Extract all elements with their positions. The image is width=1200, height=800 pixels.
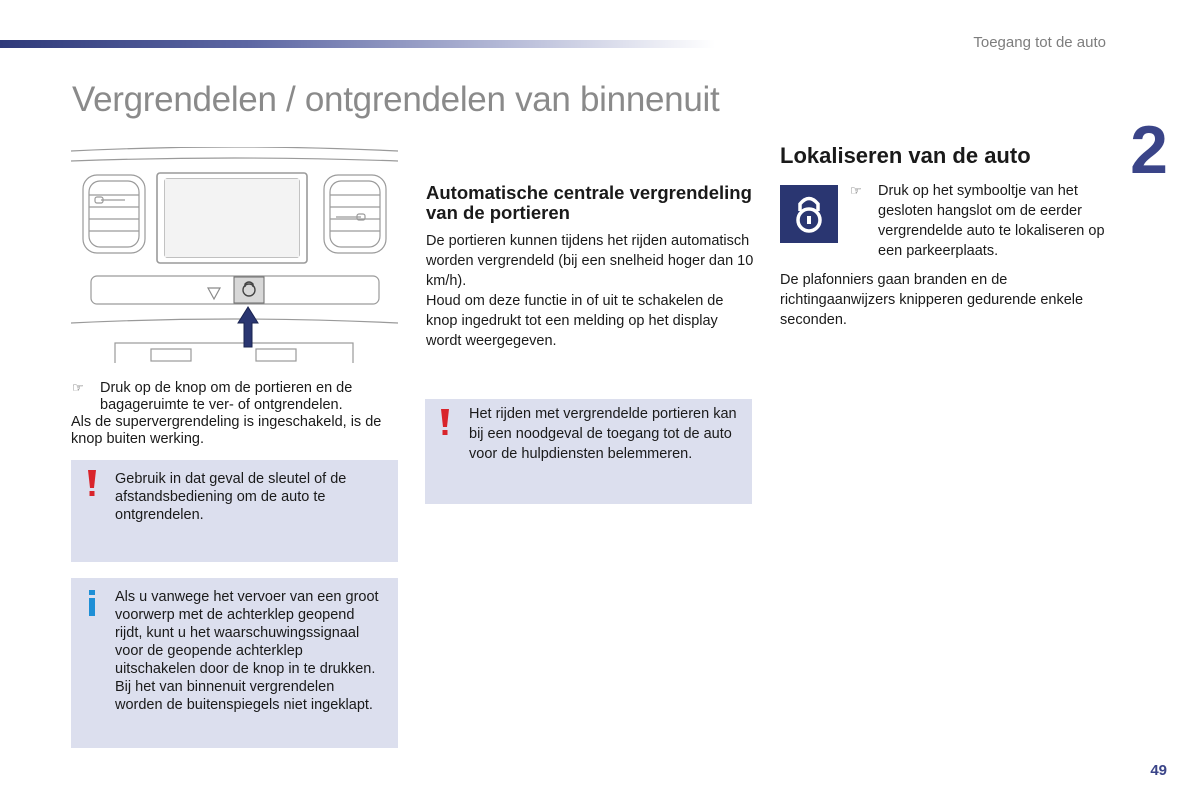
left-note: Als de supervergrendeling is ingeschakeld, is de knop buiten werking. bbox=[71, 414, 382, 447]
chapter-title: Toegang tot de auto bbox=[973, 34, 1106, 51]
automatic-locking-paragraph-1: De portieren kunnen tijdens het rijden automatisch worden vergrendeld (bij een snelheid hoger dan 10 km/h). bbox=[426, 233, 754, 289]
dashboard-illustration bbox=[71, 147, 398, 363]
chapter-number: 2 bbox=[1130, 112, 1168, 188]
automatic-locking-paragraph-2: Houd om deze functie in of uit te schakelen de knop ingedrukt tot een melding op het display wordt weergegeven. bbox=[426, 293, 724, 349]
right-bullet bbox=[849, 181, 1109, 261]
right-bullet-text: Druk op het symbooltje van het gesloten hangslot om de eerder vergrendelde auto te lokaliseren op een parkeerplaats. bbox=[878, 183, 1105, 259]
page-title: Vergrendelen / ontgrendelen van binnenuit bbox=[72, 80, 720, 119]
warning-box-middle-text: Het rijden met vergrendelde portieren kan bij een noodgeval de toegang tot de auto voor de hulpdiensten belemmeren. bbox=[469, 406, 737, 462]
warning-box-left bbox=[71, 460, 398, 562]
header-gradient-bar bbox=[0, 40, 715, 48]
heading-automatic-locking: Automatische centrale vergrendeling van de portieren bbox=[426, 182, 752, 223]
heading-locate-vehicle: Lokaliseren van de auto bbox=[780, 143, 1031, 168]
page-number: 49 bbox=[1150, 762, 1167, 779]
lock-symbol-tile bbox=[780, 185, 838, 243]
warning-box-left-text: Gebruik in dat geval de sleutel of de afstandsbediening om de auto te ontgrendelen. bbox=[115, 471, 347, 523]
warning-box-middle bbox=[425, 399, 752, 504]
warning-exclamation-icon bbox=[439, 409, 451, 437]
right-paragraph: De plafonniers gaan branden en de richtingaanwijzers knipperen gedurende enkele seconden. bbox=[780, 272, 1084, 328]
left-bullet-text: Druk op de knop om de portieren en de bagageruimte te ver- of ontgrendelen. bbox=[100, 380, 353, 413]
warning-exclamation-icon bbox=[86, 470, 98, 498]
padlock-icon bbox=[780, 185, 838, 243]
pointing-hand-icon: ☞ bbox=[72, 380, 84, 395]
info-box bbox=[71, 578, 398, 748]
automatic-locking-text bbox=[426, 231, 756, 351]
info-box-text: Als u vanwege het vervoer van een groot voorwerp met de achterklep geopend rijdt, kunt u het waarschuwingssignaal voor de geopende achterklep uitschakelen door de knop in te drukken. Bij het van binnenuit vergrendelen worden de buitenspiegels niet ingeklapt. bbox=[115, 589, 379, 713]
info-i-icon bbox=[86, 590, 98, 618]
left-bullet bbox=[71, 380, 401, 413]
pointing-hand-icon: ☞ bbox=[850, 183, 862, 198]
